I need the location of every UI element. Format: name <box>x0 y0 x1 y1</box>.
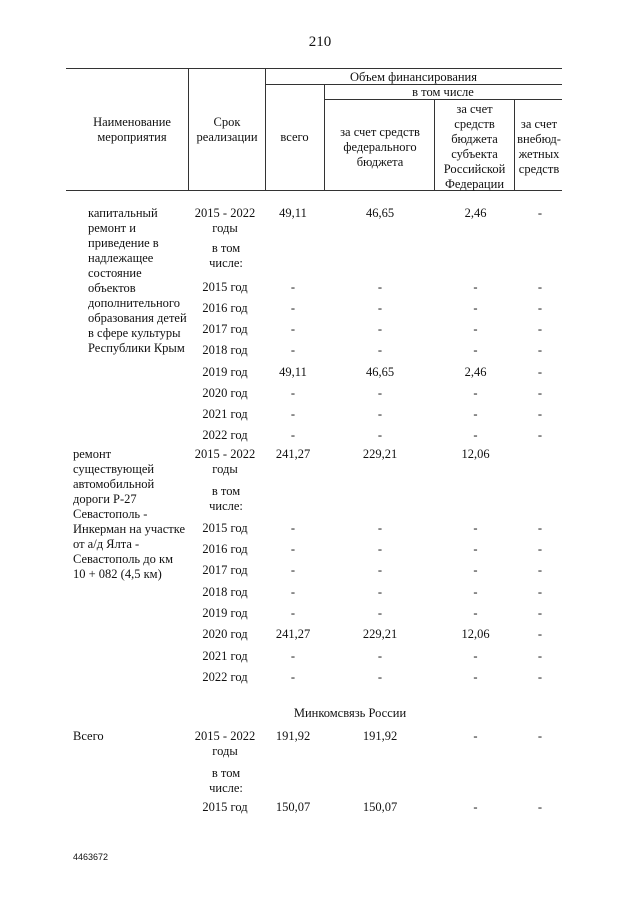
period-cell: 2020 год <box>202 627 248 641</box>
total-cell: - <box>290 585 296 599</box>
measure-name-3: Всего <box>73 729 104 743</box>
period-cell: 2019 год <box>202 365 248 379</box>
header-period: Срок реализации <box>196 115 258 144</box>
total-cell: 241,27 <box>275 447 311 461</box>
period-cell: 2015 год <box>202 280 248 294</box>
total-cell: - <box>290 563 296 577</box>
federal-cell: 46,65 <box>365 365 395 379</box>
regional-cell: 2,46 <box>464 206 487 220</box>
extra-cell: - <box>537 729 543 743</box>
extra-cell: - <box>537 365 543 379</box>
total-cell: - <box>290 606 296 620</box>
period-cell: 2015 - 2022 годы <box>194 206 256 235</box>
regional-cell: - <box>473 521 478 535</box>
federal-cell: - <box>377 521 383 535</box>
regional-cell: - <box>473 606 478 620</box>
regional-cell: - <box>473 407 478 421</box>
col-divider-5 <box>514 99 515 190</box>
extra-cell: - <box>537 322 543 336</box>
regional-cell: - <box>473 585 478 599</box>
total-cell: - <box>290 301 296 315</box>
federal-cell: - <box>377 585 383 599</box>
period-cell: 2015 год <box>202 521 248 535</box>
federal-cell: - <box>377 670 383 684</box>
total-cell: 241,27 <box>275 627 311 641</box>
regional-cell: - <box>473 670 478 684</box>
federal-cell: - <box>377 407 383 421</box>
header-regional: за счет средств бюджета субъекта Российской Федерации <box>443 102 506 191</box>
measure-name-2: ремонт существующей автомобильной дороги Р-27 Севастополь - Инкерман на участке от а/д Ялта - Севастополь до км 10 + 082 (4,5 км) <box>73 447 186 581</box>
table-top-rule <box>66 68 562 69</box>
header-federal: за счет средств федерального бюджета <box>340 125 420 169</box>
federal-cell: - <box>377 542 383 556</box>
federal-cell: - <box>377 386 383 400</box>
federal-cell: - <box>377 343 383 357</box>
extra-cell: - <box>537 407 543 421</box>
header-extra: за счет внебюд-жетных средств <box>517 117 561 176</box>
period-cell: 2021 год <box>202 407 248 421</box>
period-cell: 2016 год <box>202 542 248 556</box>
period-cell: 2022 год <box>202 428 248 442</box>
federal-cell: 191,92 <box>362 729 398 743</box>
period-cell: 2015 год <box>202 800 248 814</box>
federal-cell: - <box>377 301 383 315</box>
federal-cell: - <box>377 606 383 620</box>
col-divider-4 <box>434 99 435 190</box>
regional-cell: - <box>473 428 478 442</box>
regional-cell: - <box>473 322 478 336</box>
extra-cell: - <box>537 563 543 577</box>
regional-cell: - <box>473 301 478 315</box>
period-cell: 2015 - 2022 годы <box>194 729 256 758</box>
period-cell: 2018 год <box>202 343 248 357</box>
header-funding: Объем финансирования <box>350 70 477 84</box>
period-cell: 2018 год <box>202 585 248 599</box>
total-cell: - <box>290 386 296 400</box>
extra-cell: - <box>537 428 543 442</box>
regional-cell: - <box>473 649 478 663</box>
extra-cell: - <box>537 521 543 535</box>
federal-cell: 229,21 <box>362 627 398 641</box>
regional-cell: - <box>473 563 478 577</box>
period-cell: 2022 год <box>202 670 248 684</box>
total-cell: - <box>290 343 296 357</box>
extra-cell: - <box>537 670 543 684</box>
header-total: всего <box>280 130 309 144</box>
header-name: Наименование мероприятия <box>93 115 171 144</box>
total-cell: - <box>290 280 296 294</box>
total-cell: 191,92 <box>275 729 311 743</box>
period-cell: в том числе: <box>209 484 243 513</box>
regional-cell: 2,46 <box>464 365 487 379</box>
col-divider-2 <box>265 68 266 190</box>
period-cell: 2017 год <box>202 563 248 577</box>
federal-cell: - <box>377 322 383 336</box>
total-cell: - <box>290 521 296 535</box>
total-cell: - <box>290 542 296 556</box>
extra-cell: - <box>537 585 543 599</box>
federal-cell: 46,65 <box>365 206 395 220</box>
federal-cell: 150,07 <box>362 800 398 814</box>
extra-cell: - <box>537 606 543 620</box>
extra-cell: - <box>537 627 543 641</box>
col-divider-1 <box>188 68 189 190</box>
total-cell: 150,07 <box>275 800 311 814</box>
measure-name-1: капитальный ремонт и приведение в надлежащее состояние объектов дополнительного образования детей в сфере культуры Республики Крым <box>88 206 187 355</box>
federal-cell: - <box>377 428 383 442</box>
extra-cell: - <box>537 800 543 814</box>
period-cell: в том числе: <box>209 241 243 270</box>
federal-cell: - <box>377 280 383 294</box>
regional-cell: - <box>473 800 478 814</box>
extra-cell: - <box>537 386 543 400</box>
regional-cell: - <box>473 280 478 294</box>
federal-cell: - <box>377 649 383 663</box>
ministry-heading: Минкомсвязь России <box>293 706 407 720</box>
total-cell: - <box>290 649 296 663</box>
total-cell: - <box>290 322 296 336</box>
extra-cell: - <box>537 280 543 294</box>
document-code: 4463672 <box>73 852 109 862</box>
extra-cell: - <box>537 206 543 220</box>
regional-cell: - <box>473 343 478 357</box>
regional-cell: - <box>473 729 478 743</box>
period-cell: 2017 год <box>202 322 248 336</box>
total-cell: 49,11 <box>279 206 307 220</box>
period-cell: 2020 год <box>202 386 248 400</box>
regional-cell: - <box>473 542 478 556</box>
period-cell: 2016 год <box>202 301 248 315</box>
total-cell: - <box>290 670 296 684</box>
period-cell: 2021 год <box>202 649 248 663</box>
period-cell: 2015 - 2022 годы <box>194 447 256 476</box>
period-cell: в том числе: <box>209 766 243 795</box>
regional-cell: - <box>473 386 478 400</box>
extra-cell: - <box>537 649 543 663</box>
total-cell: - <box>290 407 296 421</box>
federal-cell: 229,21 <box>362 447 398 461</box>
total-cell: - <box>290 428 296 442</box>
extra-cell: - <box>537 542 543 556</box>
regional-cell: 12,06 <box>461 627 490 641</box>
regional-cell: 12,06 <box>461 447 490 461</box>
period-cell: 2019 год <box>202 606 248 620</box>
extra-cell: - <box>537 343 543 357</box>
header-including: в том числе <box>412 85 474 99</box>
federal-cell: - <box>377 563 383 577</box>
total-cell: 49,11 <box>279 365 307 379</box>
page-number: 210 <box>308 34 332 50</box>
extra-cell: - <box>537 301 543 315</box>
